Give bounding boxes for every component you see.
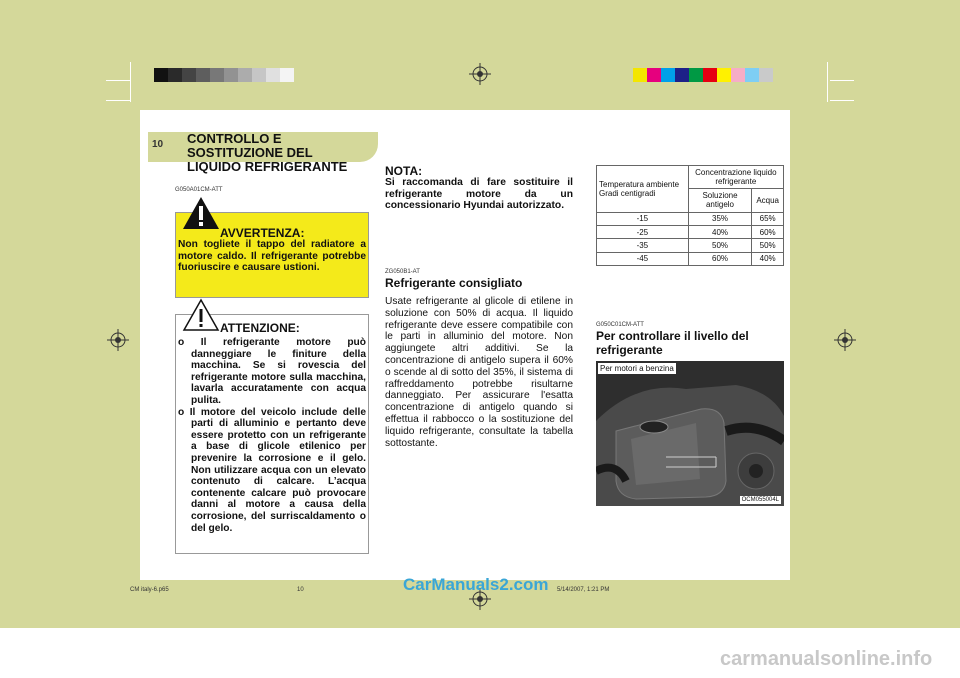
calibration-swatch (224, 68, 238, 82)
grey-calibration-strip (154, 68, 294, 82)
calibration-swatch (182, 68, 196, 82)
calibration-swatch (168, 68, 182, 82)
level-check-code: G050C01CM-ATT (596, 322, 644, 328)
calibration-swatch (675, 68, 689, 82)
calibration-swatch (266, 68, 280, 82)
calibration-swatch (238, 68, 252, 82)
calibration-swatch (633, 68, 647, 82)
page-number: 10 (152, 139, 164, 150)
crop-mark (830, 100, 854, 101)
calibration-swatch (745, 68, 759, 82)
table-row: -35 50% 50% (597, 239, 784, 252)
table-row: -25 40% 60% (597, 225, 784, 238)
caution-triangle-icon (182, 298, 220, 332)
warning-text: Non togliete il tappo del radiatore a motore caldo. Il refrigerante potrebbe fuoriuscire e causare ustioni. (178, 239, 366, 273)
calibration-swatch (647, 68, 661, 82)
footer-page: 10 (297, 587, 304, 593)
calibration-swatch (280, 68, 294, 82)
crop-mark (106, 100, 130, 101)
caution-item: o Il motore del veicolo include delle parti di alluminio e pertanto deve essere protetto con un refrigerante a base di glicole etilenico per prevenire la corrosione e il gelo. Non utilizzare acqua con un elevato contenuto di calcare. L’acqua contenente calcare può provocare danni al motore a causa della corrosione, del surriscaldamento o del gelo. (178, 406, 366, 534)
table-row: -15 35% 65% (597, 212, 784, 225)
engine-photo (596, 361, 784, 506)
recommended-title: Refrigerante consigliato (385, 276, 523, 290)
watermark-top[interactable]: CarManuals2.com (403, 575, 549, 594)
caution-list (178, 337, 366, 534)
calibration-swatch (210, 68, 224, 82)
calibration-swatch (689, 68, 703, 82)
recommended-body: Usate refrigerante al glicole di etilene in soluzione con 50% di acqua. Il liquido refrigerante deve essere compatibile con le parti in alluminio del motore. Non aggiungete altri additivi. Se la concentrazione di antigelo supera il 60% o scende al di sotto del 35%, il sistema di raffreddamento potrebbe risultarne danneggiato. Per assicurare l'esatta concentrazione di antigelo quando si effettua il rabbocco o la sostituzione del liquido refrigerante, consultate la tabella sottostante. (385, 296, 573, 449)
calibration-swatch (252, 68, 266, 82)
registration-mark-icon (469, 63, 491, 85)
calibration-swatch (196, 68, 210, 82)
note-text: Si raccomanda di fare sostituire il refrigerante motore da un concessionario Hyundai autorizzato. (385, 177, 573, 212)
photo-label: Per motori a benzina (600, 364, 674, 373)
calibration-swatch (661, 68, 675, 82)
note-heading: NOTA: (385, 164, 423, 178)
calibration-swatch (703, 68, 717, 82)
footer-date: 5/14/2007, 1:21 PM (557, 587, 610, 593)
calibration-swatch (717, 68, 731, 82)
calibration-swatch (731, 68, 745, 82)
table-header-water: Acqua (752, 189, 784, 212)
calibration-swatch (154, 68, 168, 82)
photo-code: OCM055004L (741, 497, 779, 503)
recommended-code: ZG050B1-AT (385, 269, 420, 275)
table-header-row (597, 166, 784, 189)
table-row: -45 60% 40% (597, 252, 784, 265)
watermark-bottom[interactable]: carmanualsonline.info (720, 648, 933, 670)
crop-mark (830, 80, 854, 81)
color-calibration-strip (633, 68, 773, 82)
table-header-temperature: Temperatura ambiente Gradi centigradi (597, 166, 689, 213)
caution-item: o Il refrigerante motore può danneggiare le finiture della macchina. Se si rovescia del refrigerante motore sulla macchina, lavarla accuratamente con acqua pulita. (178, 337, 366, 406)
registration-mark-icon (107, 329, 129, 351)
footer-file: CM italy-6.p65 (130, 587, 169, 593)
crop-mark (106, 80, 130, 81)
caution-box (175, 314, 369, 554)
table-header-antifreeze: Soluzione antigelo (688, 189, 752, 212)
level-check-title: Per controllare il livello del refrigerante (596, 329, 749, 357)
table-header-concentration: Concentrazione liquido refrigerante (688, 166, 783, 189)
crop-mark (827, 62, 828, 102)
calibration-swatch (759, 68, 773, 82)
section-code: G050A01CM-ATT (175, 187, 223, 193)
coolant-table (596, 165, 784, 266)
chapter-number: 6 (152, 112, 163, 132)
registration-mark-icon (834, 329, 856, 351)
chapter-title: MANUTENZIONE "FAI-DA-TE" (170, 116, 292, 125)
warning-triangle-icon (182, 196, 220, 230)
crop-mark (130, 62, 131, 102)
warning-heading: AVVERTENZA: (220, 226, 305, 240)
caution-heading: ATTENZIONE: (220, 321, 300, 335)
section-title: CONTROLLO E SOSTITUZIONE DEL LIQUIDO REFRIGERANTE (187, 131, 348, 174)
coolant-reservoir-photo-icon (596, 361, 784, 506)
